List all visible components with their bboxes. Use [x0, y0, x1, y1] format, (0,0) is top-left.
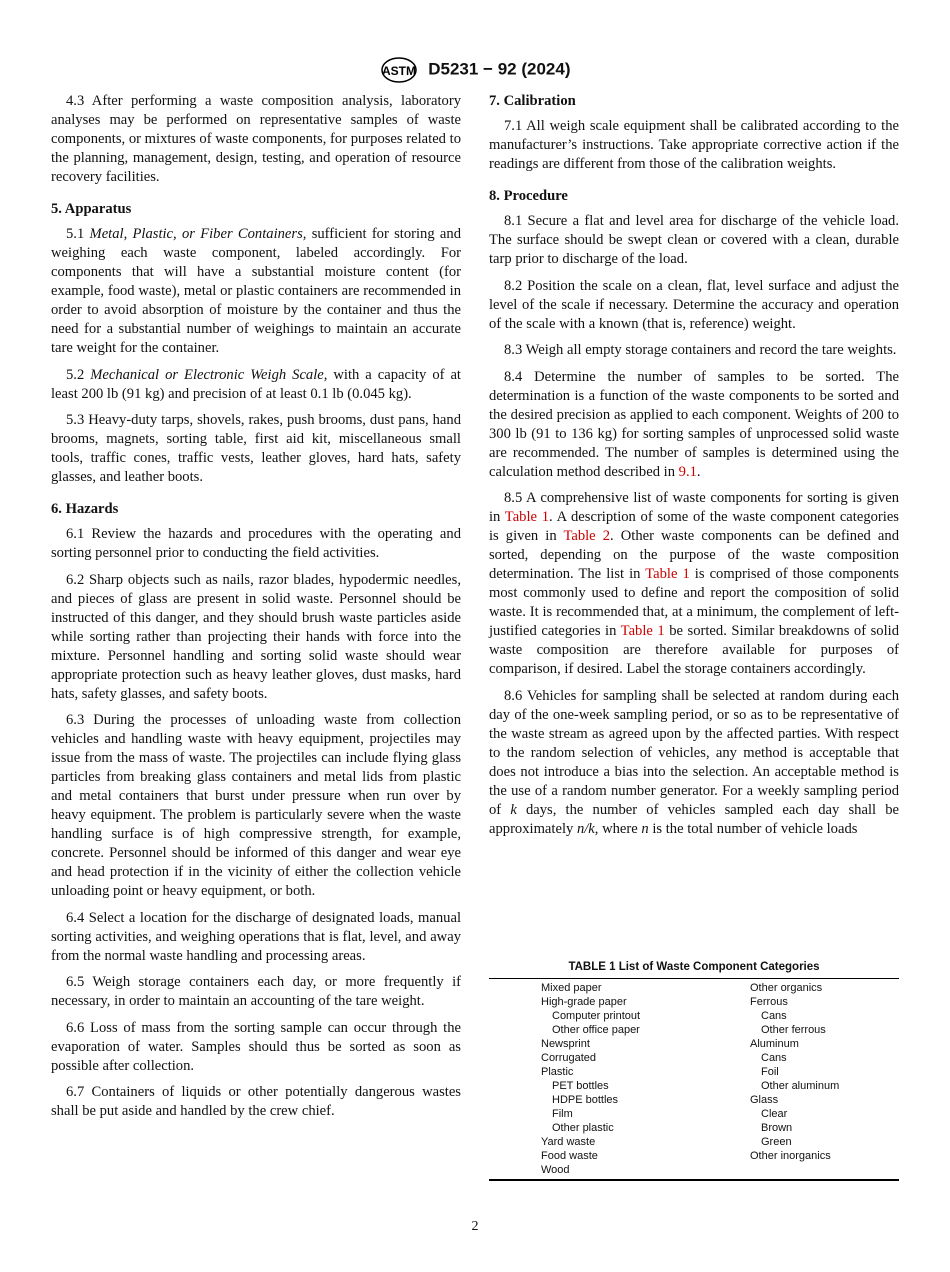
paragraph	[51, 225, 461, 358]
text: 6.7 Containers of liquids or other potentially dangerous wastes shall be put aside and handled by the crew chief.	[51, 1084, 461, 1119]
text: 6.4 Select a location for the discharge of designated loads, manual sorting activities, and weighing operations that is flat, level, and away from the normal waste handling and processing areas.	[51, 909, 461, 964]
table-cell: Other plastic	[552, 1122, 614, 1134]
left-column	[51, 92, 461, 1129]
text: 5.3 Heavy-duty tarps, shovels, rakes, push brooms, dust pans, hand brooms, magnets, sorting table, first aid kit, miscellaneous small tools, traffic cones, traffic vests, leather gloves, hard hats, safety glasses, and leather boots.	[51, 412, 461, 485]
table-cell: Cans	[761, 1052, 787, 1064]
text: . Other waste components can be defined and sorted, depending on the purpose of the waste composition determination. The list in	[489, 528, 899, 582]
cross-reference-link[interactable]: Table 1	[620, 623, 665, 639]
italic-text: Metal, Plastic, or Fiber Containers,	[89, 226, 307, 242]
italic-text: n/k	[576, 820, 595, 837]
text: days, the number of vehicles sampled each day shall be approximately	[489, 801, 899, 837]
table-cell: Ferrous	[750, 996, 788, 1008]
table-cell: Newsprint	[541, 1038, 590, 1050]
table-cell: PET bottles	[552, 1080, 609, 1092]
text: 5.1	[66, 226, 90, 242]
italic-text: n	[641, 820, 649, 837]
paragraph	[51, 1019, 461, 1076]
paragraph	[51, 366, 461, 404]
table-column-2	[750, 981, 839, 1177]
text: 6.2 Sharp objects such as nails, razor blades, hypodermic needles, and pieces of glass are present in solid waste. Personnel should be instructed of this danger, and they should brush waste particles aside while sorting rather than projecting their hands with force into the mixture. Personnel handling and sorting solid waste should wear appropriate protection such as heavy leather gloves, dust masks, hard hats, safety glasses, and safety boots.	[51, 571, 461, 702]
table-1	[489, 960, 899, 1181]
italic-text: k	[510, 801, 517, 818]
paragraph	[489, 277, 899, 334]
table-cell: Brown	[761, 1122, 793, 1134]
text: 7.1 All weigh scale equipment shall be calibrated according to the manufacturer’s instructions. Take appropriate corrective action if the readings are different from those of the calibration weights.	[489, 118, 899, 172]
paragraph	[51, 92, 461, 187]
text: , where	[594, 820, 642, 837]
page-number: 2	[471, 1219, 479, 1234]
text: 8.4 Determine the number of samples to be sorted. The determination is a function of the waste components to be sorted and the desired precision as applied to each component. Weights of 200 to 300 lb (91 to 136 kg) for sorting samples of unprocessed solid waste are recommended. The number of samples is determined using the calculation method described in	[489, 368, 899, 480]
table-cell: Mixed paper	[541, 982, 602, 994]
paragraph	[51, 571, 461, 704]
text: 8.2 Position the scale on a clean, flat, level surface and adjust the level of the scale if necessary. Determine the accuracy and operation of the scale with a known (that is, reference) weight.	[489, 277, 899, 332]
paragraph	[51, 525, 461, 563]
table-cell: Computer printout	[552, 1010, 641, 1022]
text: 8.5 A comprehensive list of waste components for sorting is given in	[489, 490, 899, 525]
text: 8.6 Vehicles for sampling shall be selected at random during each day of the one-week sampling period, or so as to be representative of the waste stream as agreed upon by the affected parties. With respect to the random selection of vehicles, any method is acceptable that does not introduce a bias into the selection. An acceptable method is the use of a random number generator. For a weekly sampling period of	[489, 687, 899, 818]
paragraph	[489, 687, 899, 839]
table-cell: Other organics	[750, 982, 823, 994]
cross-reference-link[interactable]: Table 1	[504, 509, 550, 525]
text: .	[696, 463, 701, 480]
text: be sorted. Similar breakdowns of solid waste composition are therefore available for purposes of comparison, if desired. Label the storage containers accordingly.	[489, 623, 899, 677]
paragraph	[51, 411, 461, 487]
paragraph	[51, 1083, 461, 1121]
text: 6.3 During the processes of unloading waste from collection vehicles and handling waste with heavy equipment, projectiles may issue from the mass of waste. The projectiles can include flying glass particles from breaking glass containers and metal lids from plastic and metal containers that burst under pressure when run over by heavy equipment. The problem is particularly severe when the waste handling surface is of high compressive strength, for example, concrete. Personnel should be informed of this danger and wear eye and head protection if in the vicinity of either the collection vehicle unloading point or heavy equipment, or both.	[51, 712, 461, 899]
right-column	[489, 92, 899, 846]
cross-reference-link[interactable]: Table 2	[563, 528, 611, 544]
text: 8.3 Weigh all empty storage containers and record the tare weights.	[504, 342, 897, 358]
text: 5.2	[66, 366, 91, 383]
text: sufficient for storing and weighing each waste component, labeled accordingly. For components that will have a substantial moisture content (for example, food waste), metal or plastic containers are recommended in order to avoid absorption of moisture by the container and thus the need for a substantial number of weighings to maintain an accurate tare weight for the container.	[51, 226, 461, 356]
paragraph	[51, 973, 461, 1011]
paragraph	[51, 909, 461, 966]
table-cell: Green	[761, 1136, 792, 1148]
table-cell: Cans	[761, 1010, 787, 1022]
text: . A description of some of the waste component categories is given in	[489, 509, 899, 544]
astm-logo-icon	[380, 56, 418, 84]
text: 4.3 After performing a waste composition analysis, laboratory analyses may be performed on representative samples of waste components, or mixtures of waste components, for purposes related to the planning, management, design, testing, and operation of resource recovery facilities.	[51, 93, 461, 185]
table-cell: Other inorganics	[750, 1150, 831, 1162]
table-cell: Aluminum	[750, 1038, 799, 1050]
italic-text: Mechanical or Electronic Weigh Scale,	[90, 366, 328, 383]
cross-reference-link[interactable]: Table 1	[645, 566, 690, 582]
table-cell: Food waste	[541, 1150, 598, 1162]
paragraph	[51, 711, 461, 901]
paragraph	[489, 368, 899, 482]
table-cell: Glass	[750, 1094, 779, 1106]
table-title: TABLE 1 List of Waste Component Categories	[568, 961, 820, 973]
text: is comprised of those components most commonly used to define and report the composition of solid waste. It is recommended that, at a minimum, the complement of left-justified categories in	[489, 566, 899, 639]
paragraph	[489, 117, 899, 174]
table-cell: Clear	[761, 1108, 788, 1120]
table-cell: HDPE bottles	[552, 1094, 619, 1106]
table-cell: Other ferrous	[761, 1024, 826, 1036]
text: 6.5 Weigh storage containers each day, or more frequently if necessary, in order to maintain an accounting of the tare weight.	[51, 974, 461, 1009]
table-cell: Foil	[761, 1066, 779, 1078]
text: is the total number of vehicle loads	[648, 820, 858, 837]
table-column-1	[541, 981, 750, 1177]
table-cell: Film	[552, 1108, 573, 1120]
table-cell: Other aluminum	[761, 1080, 840, 1092]
text: 6.6 Loss of mass from the sorting sample can occur through the evaporation of water. Samples should thus be sorted as soon as possible after collection.	[51, 1019, 461, 1074]
svg-text:ASTM: ASTM	[381, 64, 416, 78]
section-heading: 8. Procedure	[489, 188, 568, 204]
table-cell: High-grade paper	[541, 996, 627, 1008]
section-heading: 7. Calibration	[489, 93, 576, 109]
section-heading: 6. Hazards	[51, 501, 119, 517]
paragraph	[489, 489, 899, 679]
text: 8.1 Secure a flat and level area for discharge of the vehicle load. The surface should be swept clean or covered with a clean, durable tarp prior to discharge of the load.	[489, 213, 899, 267]
section-heading: 5. Apparatus	[51, 201, 132, 217]
paragraph	[489, 341, 899, 360]
table-cell: Other office paper	[552, 1024, 640, 1036]
table-cell: Yard waste	[541, 1136, 596, 1148]
table-bottom-rule	[489, 1179, 899, 1181]
designation: D5231 − 92 (2024)	[428, 59, 571, 79]
text: 6.1 Review the hazards and procedures with the operating and sorting personnel prior to conducting the field activities.	[51, 526, 461, 561]
table-cell: Wood	[541, 1164, 570, 1176]
page-header	[0, 56, 950, 84]
paragraph	[489, 212, 899, 269]
table-cell: Plastic	[541, 1066, 574, 1078]
cross-reference-link[interactable]: 9.1	[678, 463, 697, 480]
text: with a capacity of at least 200 lb (91 kg) and precision of at least 0.1 lb (0.045 kg).	[51, 366, 461, 402]
table-cell: Corrugated	[541, 1052, 597, 1064]
